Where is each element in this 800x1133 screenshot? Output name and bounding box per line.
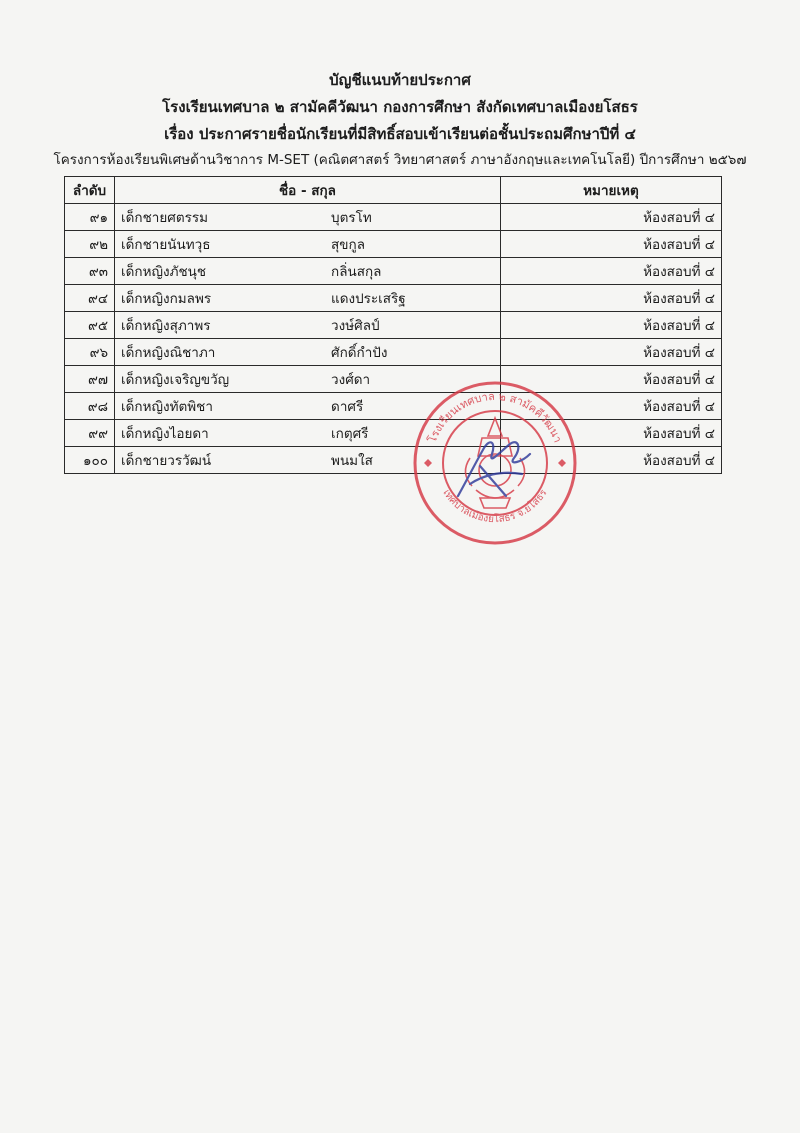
announcement-subject: เรื่อง ประกาศรายชื่อนักเรียนที่มีสิทธิ์สอบเข้าเรียนต่อชั้นประถมศึกษาปีที่ ๔	[164, 125, 636, 143]
column-header-note: หมายเหตุ	[500, 177, 721, 204]
row-number: ๑๐๐	[65, 447, 115, 474]
exam-room: ห้องสอบที่ ๔	[500, 393, 721, 420]
row-number: ๙๑	[65, 204, 115, 231]
row-number: ๙๗	[65, 366, 115, 393]
exam-room: ห้องสอบที่ ๔	[500, 447, 721, 474]
row-number: ๙๖	[65, 339, 115, 366]
first-name: เด็กหญิงณิชาภา	[121, 345, 216, 361]
first-name: เด็กหญิงสุภาพร	[121, 318, 211, 334]
last-name: ดาศรี	[331, 399, 364, 415]
student-name	[115, 339, 501, 366]
column-header-name: ชื่อ - สกุล	[115, 177, 501, 204]
last-name: บุตรโท	[331, 210, 372, 226]
student-name	[115, 204, 501, 231]
row-number: ๙๒	[65, 231, 115, 258]
student-roster-table	[64, 176, 722, 474]
table-row	[65, 231, 722, 258]
student-name	[115, 420, 501, 447]
exam-room: ห้องสอบที่ ๔	[500, 420, 721, 447]
student-name	[115, 447, 501, 474]
table-row	[65, 393, 722, 420]
row-number: ๙๔	[65, 285, 115, 312]
row-number: ๙๓	[65, 258, 115, 285]
student-name	[115, 231, 501, 258]
table-row	[65, 312, 722, 339]
student-name	[115, 285, 501, 312]
last-name: วงศ์ดา	[331, 372, 371, 388]
first-name: เด็กหญิงภัชนุช	[121, 264, 207, 280]
exam-room: ห้องสอบที่ ๔	[500, 366, 721, 393]
first-name: เด็กหญิงทัตพิชา	[121, 399, 213, 415]
table-row	[65, 339, 722, 366]
program-description: โครงการห้องเรียนพิเศษด้านวิชาการ M-SET (คณิตศาสตร์ วิทยาศาสตร์ ภาษาอังกฤษและเทคโนโลยี) ปีการศึกษา ๒๕๖๗	[53, 152, 747, 168]
exam-room: ห้องสอบที่ ๔	[500, 258, 721, 285]
table-row	[65, 258, 722, 285]
student-name	[115, 393, 501, 420]
table-row	[65, 204, 722, 231]
table-row	[65, 420, 722, 447]
exam-room: ห้องสอบที่ ๔	[500, 231, 721, 258]
row-number: ๙๙	[65, 420, 115, 447]
exam-room: ห้องสอบที่ ๔	[500, 285, 721, 312]
last-name: พนมใส	[331, 453, 373, 469]
first-name: เด็กชายวรวัฒน์	[121, 453, 212, 469]
row-number: ๙๘	[65, 393, 115, 420]
table-row	[65, 366, 722, 393]
row-number: ๙๕	[65, 312, 115, 339]
table-row	[65, 285, 722, 312]
first-name: เด็กหญิงไอยดา	[121, 426, 209, 442]
last-name: ศักดิ์กำปัง	[331, 345, 388, 361]
table-row	[65, 447, 722, 474]
last-name: สุขกูล	[331, 237, 365, 253]
first-name: เด็กชายนันทวุธ	[121, 237, 211, 253]
student-name	[115, 312, 501, 339]
first-name: เด็กหญิงกมลพร	[121, 291, 212, 307]
student-name	[115, 366, 501, 393]
table-header-row	[65, 177, 722, 204]
exam-room: ห้องสอบที่ ๔	[500, 204, 721, 231]
first-name: เด็กชายศตรรม	[121, 210, 208, 226]
last-name: กลิ่นสกุล	[331, 264, 382, 280]
student-name	[115, 258, 501, 285]
last-name: แดงประเสริฐ	[331, 291, 406, 307]
seal-bottom-text: เทศบาลเมืองยโสธร จ.ยโสธร	[440, 487, 550, 526]
exam-room: ห้องสอบที่ ๔	[500, 312, 721, 339]
seal-top-text: โรงเรียนเทศบาล ๒ สามัคคีวัฒนา	[425, 389, 565, 445]
exam-room: ห้องสอบที่ ๔	[500, 339, 721, 366]
school-name: โรงเรียนเทศบาล ๒ สามัคคีวัฒนา กองการศึกษา สังกัดเทศบาลเมืองยโสธร	[162, 98, 638, 116]
first-name: เด็กหญิงเจริญขวัญ	[121, 372, 230, 388]
last-name: วงษ์ศิลป์	[331, 318, 380, 334]
column-header-number: ลำดับ	[65, 177, 115, 204]
announcement-title: บัญชีแนบท้ายประกาศ	[329, 71, 471, 89]
last-name: เกตุศรี	[331, 426, 369, 442]
